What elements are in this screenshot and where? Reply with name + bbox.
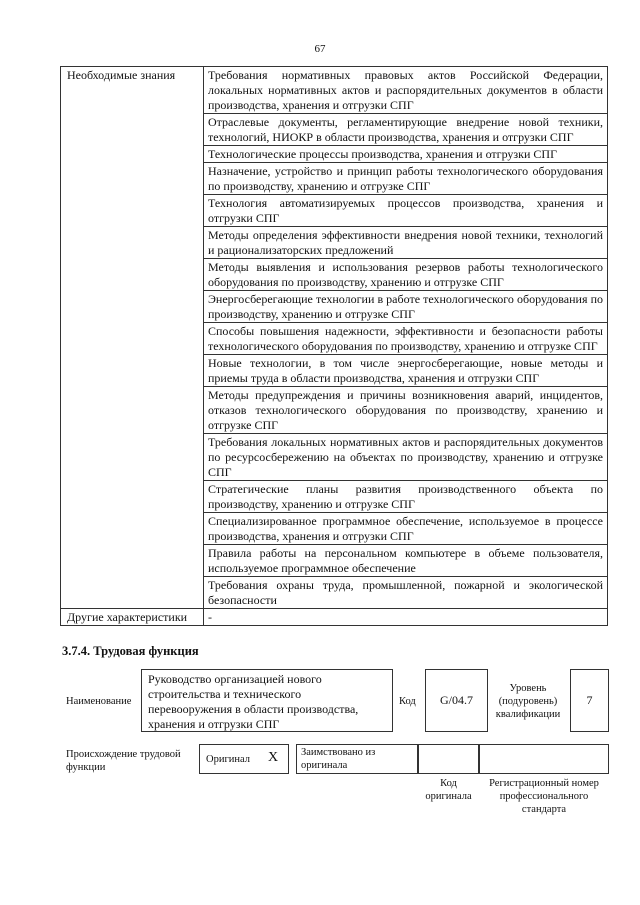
knowledge-item: Назначение, устройство и принцип работы технологического оборудования по производству, хранению и отгрузке СПГ (204, 163, 608, 195)
original-mark: X (268, 750, 279, 765)
knowledge-item: Требования нормативных правовых актов Российской Федерации, локальных нормативных актов и распорядительных документов в области производства, хранения и отгрузки СПГ (204, 67, 608, 114)
knowledge-item: Отраслевые документы, регламентирующие внедрение новой техники, технологий, НИОКР в области производства, хранения и отгрузки СПГ (204, 114, 608, 146)
section-heading: 3.7.4. Трудовая функция (62, 644, 199, 658)
knowledge-item: Энергосберегающие технологии в работе технологического оборудования по производству, хранению и отгрузке СПГ (204, 291, 608, 323)
knowledge-item: Требования локальных нормативных актов и распорядительных документов по ресурсосбережению на объектах по производству, хранению и отгрузке СПГ (204, 434, 608, 481)
code-original-cell (418, 744, 479, 774)
origin-label: Происхождение трудовой функции (66, 749, 181, 773)
original-cell (199, 744, 289, 774)
borrowed-cell (296, 744, 418, 774)
level-value-box: 7 (570, 669, 609, 732)
borrowed-label: Заимствовано из оригинала (301, 747, 376, 771)
knowledge-item: Стратегические планы развития производственного объекта по производству, хранению и отгрузке СПГ (204, 481, 608, 513)
knowledge-item: Требования охраны труда, промышленной, пожарной и экологической безопасности (204, 577, 608, 609)
other-value: - (204, 609, 608, 626)
reg-number-cell (479, 744, 609, 774)
knowledge-label: Необходимые знания (61, 67, 204, 609)
knowledge-item: Способы повышения надежности, эффективности и безопасности работы технологического оборудования по производству, хранению и отгрузке СПГ (204, 323, 608, 355)
function-name-box: Руководство организацией нового строительства и технического перевооружения в области производства, хранения и отгрузки СПГ (141, 669, 393, 732)
knowledge-table (60, 66, 608, 626)
knowledge-row (61, 67, 608, 114)
knowledge-item: Технология автоматизируемых процессов производства, хранения и отгрузки СПГ (204, 195, 608, 227)
knowledge-item: Методы выявления и использования резервов работы технологического оборудования по производству, хранению и отгрузке СПГ (204, 259, 608, 291)
knowledge-item: Технологические процессы производства, хранения и отгрузки СПГ (204, 146, 608, 163)
knowledge-item: Правила работы на персональном компьютере в объеме пользователя, используемое программное обеспечение (204, 545, 608, 577)
name-label: Наименование (66, 696, 132, 707)
reg-number-caption: Регистрационный номер профессионального стандарта (489, 778, 599, 815)
knowledge-item: Методы определения эффективности внедрения новой техники, технологий и рационализаторских предложений (204, 227, 608, 259)
other-label: Другие характеристики (61, 609, 204, 626)
other-row (61, 609, 608, 626)
knowledge-item: Методы предупреждения и причины возникновения аварий, инцидентов, отказов технологического оборудования по производству, хранению и отгрузке СПГ (204, 387, 608, 434)
code-value-box: G/04.7 (425, 669, 488, 732)
level-label: Уровень (подуровень) квалификации (495, 683, 561, 720)
original-label: Оригинал (206, 754, 250, 765)
code-label: Код (399, 696, 416, 707)
code-original-caption: Код оригинала (425, 778, 472, 802)
knowledge-item: Новые технологии, в том числе энергосберегающие, новые методы и приемы труда в области производства, хранения и отгрузки СПГ (204, 355, 608, 387)
knowledge-item: Специализированное программное обеспечение, используемое в процессе производства, хранения и отгрузки СПГ (204, 513, 608, 545)
page-number: 67 (314, 43, 326, 55)
